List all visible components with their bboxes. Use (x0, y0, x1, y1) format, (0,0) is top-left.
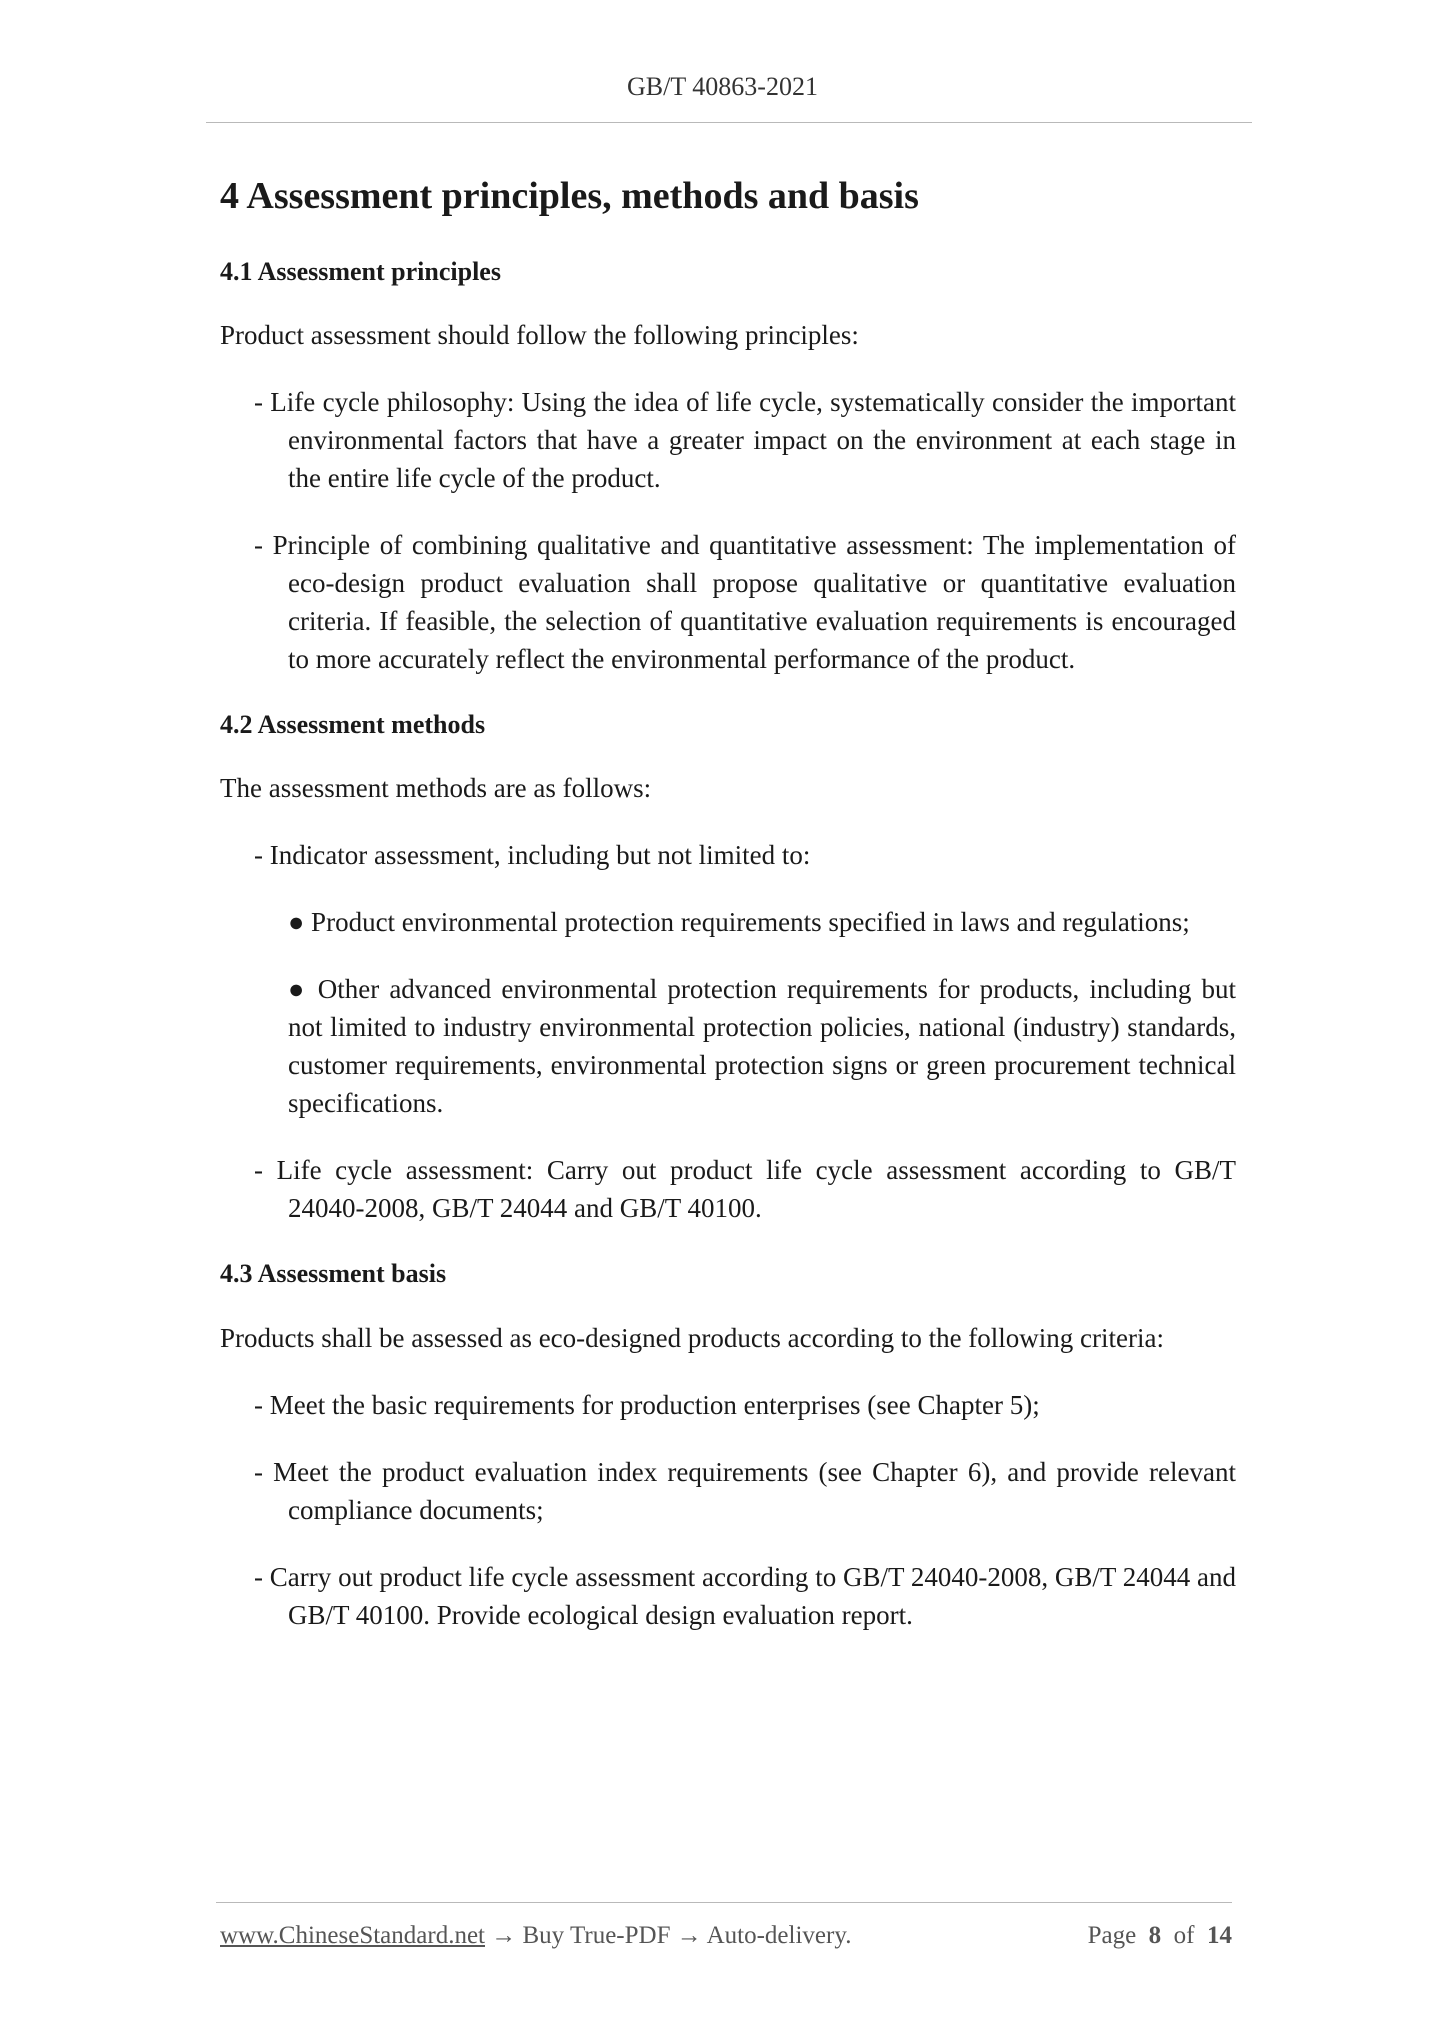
page-current: 8 (1148, 1922, 1162, 1949)
page-total: 14 (1207, 1922, 1232, 1949)
basis-intro: Products shall be assessed as eco-designed products according to the following criteria: (220, 1322, 1164, 1353)
page-label: Page (1087, 1922, 1137, 1949)
section-heading-principles: 4.1 Assessment principles (220, 256, 501, 286)
basis-item-enterprise: - Meet the basic requirements for production enterprises (see Chapter 5); (254, 1389, 1040, 1420)
footer-promo (220, 1922, 851, 1950)
principle-item-qualitative-quantitative: - Principle of combining qualitative and quantitative assessment: The implementation of eco-design product evaluation shall propose qualitative or quantitative evaluation criteria. If feasible, the selection of quantitative evaluation requirements is encouraged to more accurately reflect the environmental performance of the product. (254, 529, 1236, 674)
page-indicator (1088, 1922, 1232, 1950)
principle-item-life-cycle: - Life cycle philosophy: Using the idea of life cycle, systematically consider the important environmental factors that have a greater impact on the environment at each stage in the entire life cycle of the product. (254, 386, 1236, 493)
document-body (220, 168, 1236, 1663)
basis-item-life-cycle: - Carry out product life cycle assessment according to GB/T 24040-2008, GB/T 24044 and GB/T 40100. Provide ecological design evaluation report. (254, 1561, 1236, 1630)
page-of: of (1173, 1922, 1195, 1949)
section-heading-methods: 4.2 Assessment methods (220, 709, 486, 739)
chapter-title: 4 Assessment principles, methods and basis (220, 175, 919, 217)
header-divider (206, 122, 1252, 123)
site-link[interactable]: www.ChineseStandard.net (220, 1922, 485, 1949)
indicator-bullet-advanced: ● Other advanced environmental protection requirements for products, including but not limited to industry environmental protection policies, national (industry) standards, customer requirements, environmental protection signs or green procurement technical specifications. (288, 974, 1236, 1119)
basis-item-evaluation-index: - Meet the product evaluation index requirements (see Chapter 6), and provide relevant compliance documents; (254, 1456, 1236, 1525)
indicator-bullet-laws: ● Product environmental protection requirements specified in laws and regulations; (288, 907, 1190, 938)
principles-intro: Product assessment should follow the following principles: (220, 319, 859, 350)
promo-text: → Buy True-PDF → Auto-delivery. (485, 1922, 852, 1949)
method-item-life-cycle: - Life cycle assessment: Carry out product life cycle assessment according to GB/T 24040-2008, GB/T 24044 and GB/T 40100. (254, 1155, 1236, 1224)
methods-intro: The assessment methods are as follows: (220, 773, 652, 804)
document-id-header: GB/T 40863-2021 (627, 72, 818, 101)
footer-divider (216, 1902, 1232, 1903)
method-item-indicator: - Indicator assessment, including but not limited to: (254, 840, 811, 871)
section-heading-basis: 4.3 Assessment basis (220, 1259, 447, 1289)
